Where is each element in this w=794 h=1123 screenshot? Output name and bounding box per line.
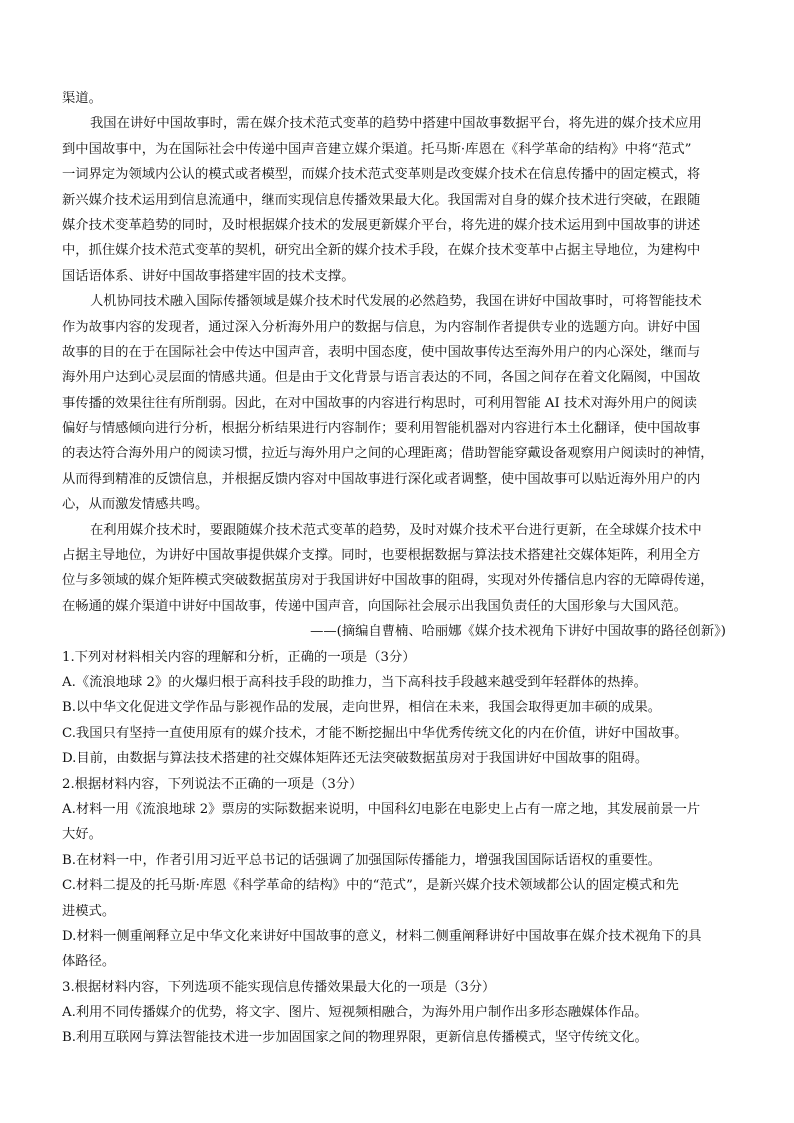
answer-option-line: A.利用不同传播媒介的优势，将文字、图片、短视频相融合，为海外用户制作出多形态融媒体作品。: [62, 1005, 648, 1021]
passage-line: 海外用户达到心灵层面的情感共通。但是由于文化背景与语言表达的不同，各国之间存在着文化隔阂，中国故: [62, 370, 701, 386]
answer-option: [62, 797, 734, 848]
answer-option-line: B.在材料一中，作者引用习近平总书记的话强调了加强国际传播能力，增强我国国际话语权的重要性。: [62, 852, 662, 868]
passage-line: 心，从而激发情感共鸣。: [62, 497, 209, 513]
passage-line: 事传播的效果往往有所削弱。因此，在对中国故事的内容进行构思时，可利用智能 AI 技术对海外用户的阅读: [62, 395, 697, 411]
question-stem: 2.根据材料内容，下列说法不正确的一项是（3分）: [62, 776, 363, 792]
question-stem: 1.下列对材料相关内容的理解和分析，正确的一项是（3分）: [62, 649, 416, 665]
passage-line: 新兴媒介技术运用到信息流通中，继而实现信息传播效果最大化。我国需对自身的媒介技术进行突破，在跟随: [62, 192, 701, 208]
answer-option-line: 大好。: [62, 827, 102, 843]
answer-option: [62, 695, 734, 720]
question-stem: 3.根据材料内容，下列选项不能实现信息传播效果最大化的一项是（3分）: [62, 979, 496, 995]
question-1: [62, 645, 734, 772]
passage-line: 作为故事内容的发现者，通过深入分析海外用户的数据与信息，为内容制作者提供专业的选题方向。讲好中国: [62, 319, 701, 335]
passage-line: 占据主导地位，为讲好中国故事提供媒介支撑。同时，也要根据数据与算法技术搭建社交媒体矩阵，利用全方: [62, 548, 701, 564]
answer-option-line: C.我国只有坚持一直使用原有的媒介技术，才能不断挖掘出中华优秀传统文化的内在价值，讲好中国故事。: [62, 725, 688, 741]
answer-option-line: 进模式。: [62, 903, 116, 919]
passage-line: 在畅通的媒介渠道中讲好中国故事，传递中国声音，向国际社会展示出我国负责任的大国形象与大国风范。: [62, 598, 687, 614]
answer-option: [62, 873, 734, 924]
passage-body: [62, 86, 734, 619]
answer-option: [62, 746, 734, 771]
answer-option-line: C.材料二提及的托马斯·库恩《科学革命的结构》中的“范式”，是新兴媒介技术领域都公认的固定模式和先: [62, 878, 679, 894]
question-3: [62, 975, 734, 1051]
passage-line: 位与多领域的媒介矩阵模式突破数据茧房对于我国讲好中国故事的阻碍，实现对外传播信息内容的无障碍传递，: [62, 573, 714, 589]
passage-line: 国话语体系、讲好中国故事搭建牢固的技术支撑。: [62, 268, 355, 284]
answer-option-line: A.《流浪地球 2》的火爆归根于高科技手段的助推力，当下高科技手段越来越受到年轻群体的热捧。: [62, 674, 647, 690]
answer-option: [62, 1000, 734, 1025]
passage-line: 从而得到精准的反馈信息，并根据反馈内容对中国故事进行深化或者调整，使中国故事可以贴近海外用户的内: [62, 471, 701, 487]
passage-line: 故事的目的在于在国际社会中传达中国声音，表明中国态度，使中国故事传达至海外用户的内心深处，继而与: [62, 344, 701, 360]
exam-page: [62, 86, 734, 1051]
passage-line: 在利用媒介技术时，要跟随媒介技术范式变革的趋势，及时对媒介技术平台进行更新，在全球媒介技术中: [90, 522, 702, 538]
passage-source: ——(摘编自曹楠、哈丽娜《媒介技术视角下讲好中国故事的路径创新》): [310, 624, 726, 640]
answer-option-line: 体路径。: [62, 954, 116, 970]
answer-option-line: B.以中华文化促进文学作品与影视作品的发展，走向世界，相信在未来，我国会取得更加丰硕的成果。: [62, 700, 662, 716]
passage-line: 渠道。: [62, 91, 102, 106]
answer-option: [62, 1025, 734, 1050]
answer-option-line: D.材料一侧重阐释立足中华文化来讲好中国故事的意义，材料二侧重阐释讲好中国故事在媒介技术视角下的具: [62, 928, 702, 944]
passage-line: 媒介技术变革趋势的同时，及时根据媒介技术的发展更新媒介平台，将先进的媒介技术运用到中国故事的讲述: [62, 217, 701, 233]
answer-option: [62, 924, 734, 975]
answer-option: [62, 848, 734, 873]
passage-line: 的表达符合海外用户的阅读习惯，拉近与海外用户之间的心理距离；借助智能穿戴设备观察用户阅读时的神情，: [62, 446, 714, 462]
passage-line: 人机协同技术融入国际传播领域是媒介技术时代发展的必然趋势，我国在讲好中国故事时，可将智能技术: [90, 294, 702, 310]
question-2: [62, 772, 734, 975]
passage-line: 偏好与情感倾向进行分析，根据分析结果进行内容制作；要利用智能机器对内容进行本土化翻译，使中国故事: [62, 421, 701, 437]
passage-line: 我国在讲好中国故事时，需在媒介技术范式变革的趋势中搭建中国故事数据平台，将先进的媒介技术应用: [90, 116, 702, 132]
passage: [62, 86, 734, 645]
answer-option: [62, 721, 734, 746]
answer-option-line: B.利用互联网与算法智能技术进一步加固国家之间的物理界限，更新信息传播模式，坚守传统文化。: [62, 1030, 648, 1046]
answer-option: [62, 670, 734, 695]
question-list: [62, 645, 734, 1051]
answer-option-line: D.目前，由数据与算法技术搭建的社交媒体矩阵还无法突破数据茧房对于我国讲好中国故事的阻碍。: [62, 751, 649, 767]
passage-line: 中，抓住媒介技术范式变革的契机，研究出全新的媒介技术手段，在媒介技术变革中占据主导地位，为建构中: [62, 243, 701, 259]
passage-line: 到中国故事中，为在国际社会中传递中国声音建立媒介渠道。托马斯·库恩在《科学革命的结构》中将“范式”: [62, 141, 692, 157]
answer-option-line: A.材料一用《流浪地球 2》票房的实际数据来说明，中国科幻电影在电影史上占有一席之地，其发展前景一片: [62, 801, 701, 817]
passage-line: 一词界定为领域内公认的模式或者模型，而媒介技术范式变革则是改变媒介技术在信息传播中的固定模式，将: [62, 167, 701, 183]
